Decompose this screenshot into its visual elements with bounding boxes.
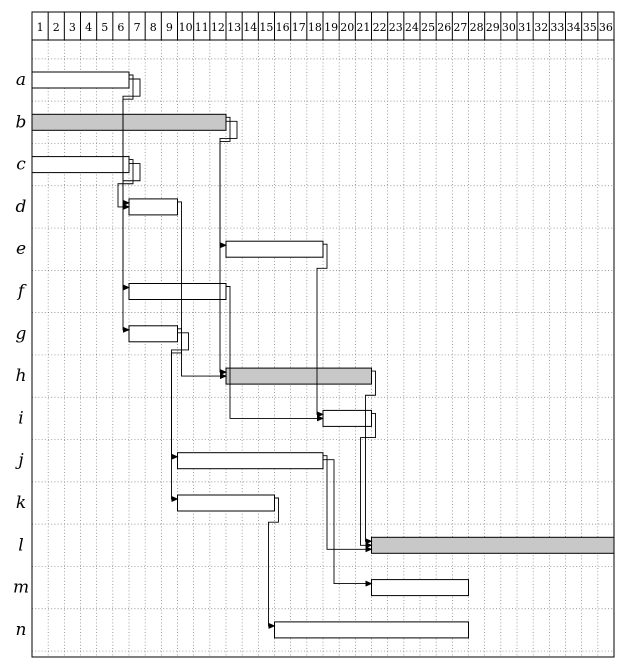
column-header-30: 30	[501, 21, 516, 34]
column-header-6: 6	[117, 21, 125, 34]
column-header-5: 5	[101, 21, 109, 34]
row-label-k: k	[15, 493, 27, 513]
dependency-i-l	[361, 413, 376, 545]
task-bar-j	[178, 453, 324, 469]
column-header-20: 20	[340, 21, 355, 34]
column-header-32: 32	[534, 21, 549, 34]
dependencies	[118, 75, 376, 626]
column-header-31: 31	[518, 21, 533, 34]
row-label-d: d	[15, 196, 27, 217]
task-bar-k	[178, 495, 275, 511]
dependency-e-i	[317, 244, 327, 414]
column-header-10: 10	[178, 21, 193, 34]
column-header-18: 18	[307, 21, 322, 34]
row-label-i: i	[18, 408, 24, 429]
row-label-f: f	[17, 281, 25, 302]
task-bar-d	[129, 199, 178, 215]
dependency-c-f	[123, 164, 140, 288]
row-label-j: j	[18, 450, 24, 471]
column-header-15: 15	[259, 21, 274, 34]
column-header-16: 16	[275, 21, 290, 34]
column-header-33: 33	[550, 21, 565, 34]
column-header-17: 17	[291, 21, 306, 34]
column-header-22: 22	[372, 21, 387, 34]
column-header-14: 14	[243, 21, 258, 34]
column-header-24: 24	[404, 21, 419, 34]
dependency-j-l	[323, 456, 372, 550]
column-header-9: 9	[165, 21, 173, 34]
row-label-g: g	[15, 323, 27, 344]
dependency-h-l	[366, 371, 376, 541]
task-bar-b	[32, 114, 226, 130]
task-bar-m	[372, 580, 469, 596]
row-label-l: l	[18, 535, 24, 556]
grid	[32, 40, 614, 657]
column-header-3: 3	[68, 21, 76, 34]
row-label-m: m	[12, 577, 30, 598]
column-header-36: 36	[598, 21, 613, 34]
column-header-19: 19	[324, 21, 339, 34]
dependency-b-e	[220, 117, 230, 245]
dependency-j-m	[323, 460, 372, 584]
row-label-b: b	[15, 112, 27, 133]
column-header-26: 26	[437, 21, 452, 34]
column-header-23: 23	[388, 21, 403, 34]
task-bar-g	[129, 326, 178, 342]
column-header-4: 4	[85, 21, 93, 34]
column-header-11: 11	[194, 21, 209, 34]
column-header-21: 21	[356, 21, 371, 34]
row-label-h: h	[15, 366, 27, 387]
task-bar-n	[275, 622, 469, 638]
task-bar-e	[226, 241, 323, 257]
dependency-k-n	[269, 498, 279, 626]
column-header-13: 13	[227, 21, 242, 34]
column-header-25: 25	[421, 21, 436, 34]
column-header-29: 29	[485, 21, 500, 34]
column-header-8: 8	[149, 21, 157, 34]
row-label-n: n	[15, 619, 27, 640]
task-bar-l	[372, 537, 615, 553]
column-header-7: 7	[133, 21, 141, 34]
column-header-34: 34	[566, 21, 581, 34]
task-bar-i	[323, 410, 372, 426]
task-bar-c	[32, 157, 129, 173]
task-bar-h	[226, 368, 372, 384]
row-label-a: a	[15, 70, 27, 90]
column-header-2: 2	[52, 21, 60, 34]
column-header-27: 27	[453, 21, 468, 34]
task-bar-f	[129, 284, 226, 300]
row-label-e: e	[15, 239, 27, 260]
row-label-c: c	[16, 154, 26, 175]
dependency-g-j	[172, 329, 182, 457]
column-header-1: 1	[36, 21, 44, 34]
column-header-12: 12	[210, 21, 225, 34]
column-header-35: 35	[582, 21, 597, 34]
column-header-28: 28	[469, 21, 484, 34]
task-bar-a	[32, 72, 129, 88]
dependency-g-k	[172, 333, 189, 499]
